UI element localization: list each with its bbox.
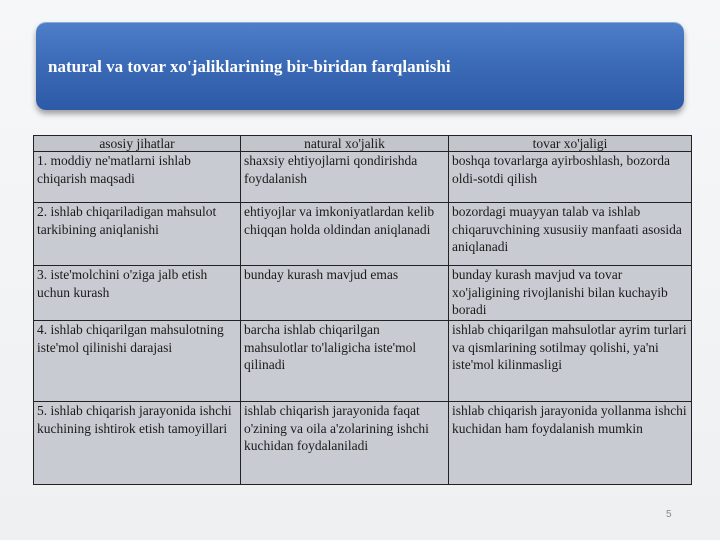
table-cell: 1. moddiy ne'matlarni ishlab chiqarish maqsadi bbox=[34, 152, 241, 203]
page-number: 5 bbox=[666, 509, 672, 520]
table-cell: ishlab chiqarish jarayonida faqat o'zining va oila a'zolarining ishchi kuchidan foydalaniladi bbox=[241, 402, 449, 485]
header-aspects: asosiy jihatlar bbox=[34, 136, 241, 152]
header-commodity: tovar xo'jaligi bbox=[449, 136, 692, 152]
table-cell: 5. ishlab chiqarish jarayonida ishchi kuchining ishtirok etish tamoyillari bbox=[34, 402, 241, 485]
table-cell: 3. iste'molchini o'ziga jalb etish uchun kurash bbox=[34, 266, 241, 321]
table-cell: bunday kurash mavjud emas bbox=[241, 266, 449, 321]
table-cell: shaxsiy ehtiyojlarni qondirishda foydalanish bbox=[241, 152, 449, 203]
table-row bbox=[34, 266, 692, 321]
table-cell: bozordagi muayyan talab va ishlab chiqaruvchining xususiiy manfaati asosida aniqlanadi bbox=[449, 203, 692, 266]
table-row bbox=[34, 402, 692, 485]
table-row bbox=[34, 152, 692, 203]
table-cell: boshqa tovarlarga ayirboshlash, bozorda oldi-sotdi qilish bbox=[449, 152, 692, 203]
table-row bbox=[34, 203, 692, 266]
table-cell: ishlab chiqarilgan mahsulotlar ayrim turlari va qismlarining sotilmay qolishi, ya'ni iste'mol kilinmasligi bbox=[449, 321, 692, 402]
table-cell: barcha ishlab chiqarilgan mahsulotlar to'laligicha iste'mol qilinadi bbox=[241, 321, 449, 402]
table-row bbox=[34, 321, 692, 402]
header-natural: natural xo'jalik bbox=[241, 136, 449, 152]
table-cell: 2. ishlab chiqariladigan mahsulot tarkibining aniqlanishi bbox=[34, 203, 241, 266]
table-cell: bunday kurash mavjud va tovar xo'jaligining rivojlanishi bilan kuchayib boradi bbox=[449, 266, 692, 321]
slide-title: natural va tovar xo'jaliklarining bir-biridan farqlanishi bbox=[48, 57, 451, 76]
table-cell: ehtiyojlar va imkoniyatlardan kelib chiqqan holda oldindan aniqlanadi bbox=[241, 203, 449, 266]
comparison-table bbox=[33, 135, 692, 485]
table-cell: 4. ishlab chiqarilgan mahsulotning iste'mol qilinishi darajasi bbox=[34, 321, 241, 402]
table-cell: ishlab chiqarish jarayonida yollanma ishchi kuchidan ham foydalanish mumkin bbox=[449, 402, 692, 485]
table-header-row bbox=[34, 136, 692, 152]
